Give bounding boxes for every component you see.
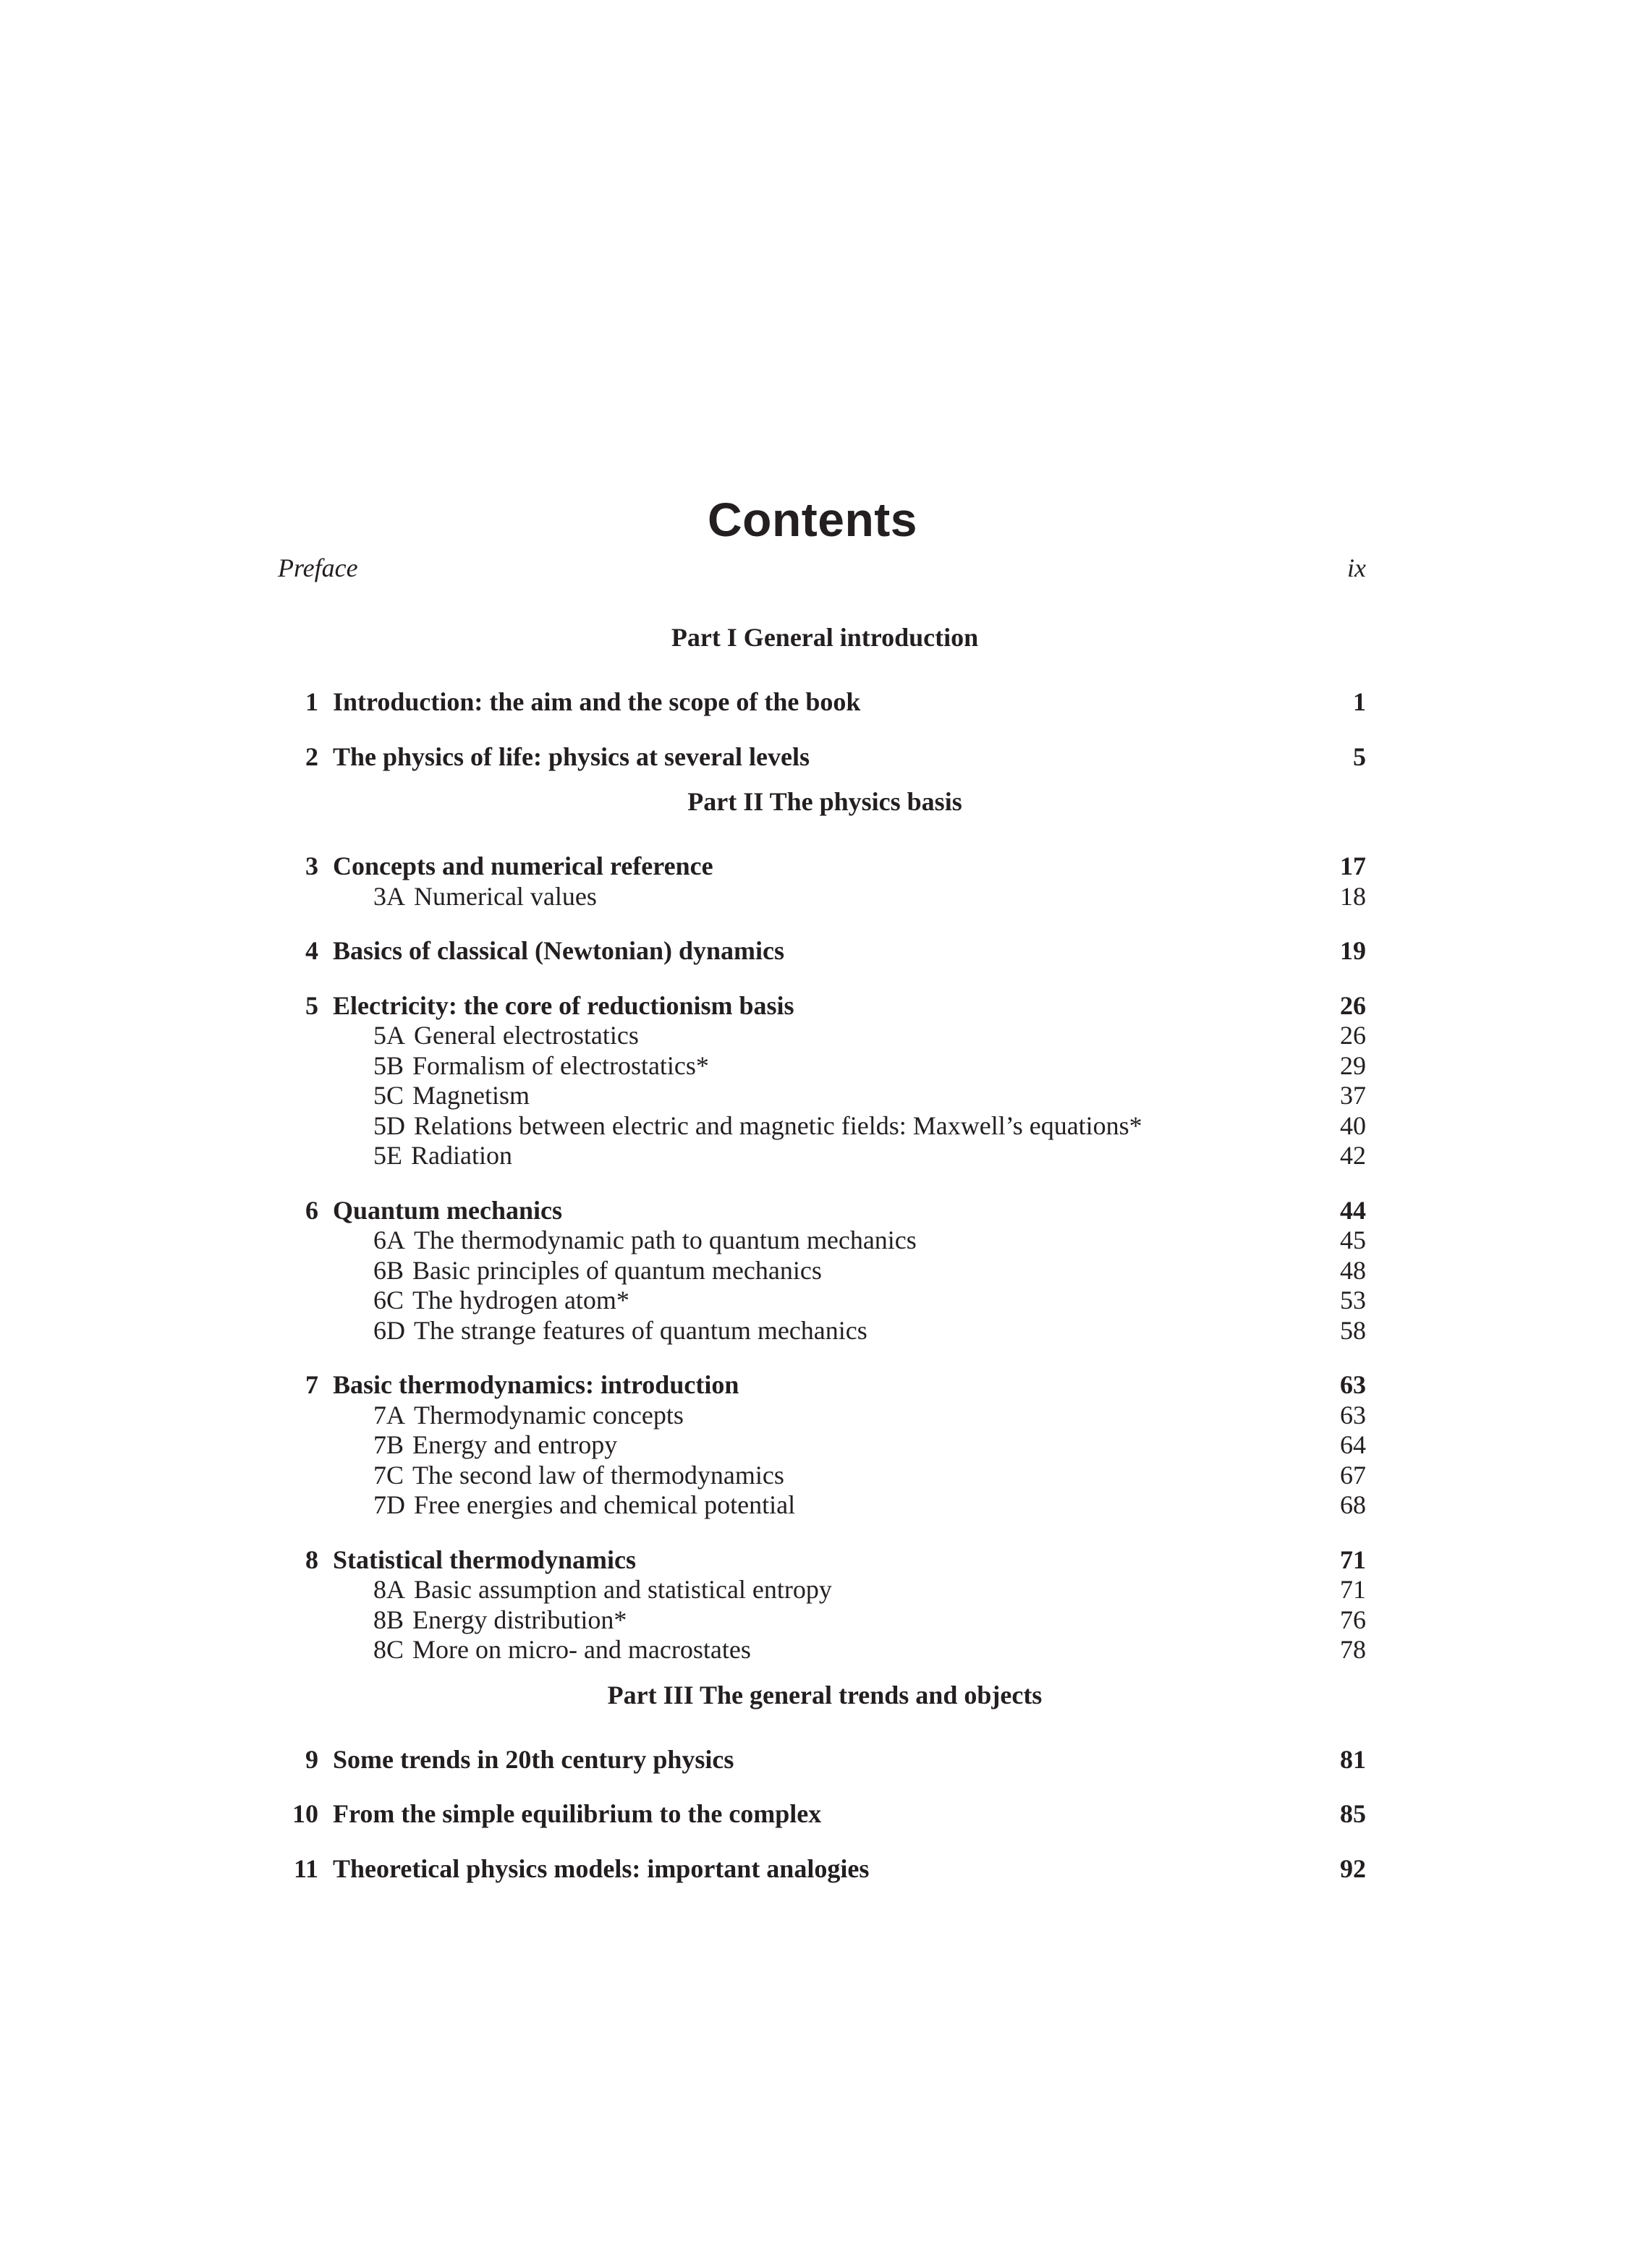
chapter-entry[interactable] [278,1545,1366,1576]
chapter-page-number: 1 [1353,687,1366,716]
chapter-page-number: 26 [1340,990,1366,1020]
chapter-number: 6 [305,1195,318,1225]
section-page-number: 42 [1340,1141,1366,1170]
chapter-page-number: 44 [1340,1195,1366,1225]
section-title: Free energies and chemical potential [414,1490,796,1519]
preface-page: ix [1347,553,1366,582]
chapter-number: 1 [305,687,318,716]
chapter-number: 3 [305,851,318,880]
section-entry[interactable] [278,1635,1366,1665]
section-title-group [318,1226,1323,1256]
toc-part [278,1678,1366,1885]
section-title: Energy and entropy [412,1430,618,1459]
chapter-entry[interactable] [278,742,1366,773]
section-title: More on micro- and macrostates [412,1635,751,1664]
chapter-entry[interactable] [278,687,1366,718]
section-title-group [318,1605,1323,1636]
chapter-entry[interactable] [278,936,1366,967]
section-entry[interactable] [278,1111,1366,1142]
chapter-title: Statistical thermodynamics [333,1545,636,1574]
section-title: Relations between electric and magnetic fields: Maxwell’s equations* [414,1110,1142,1140]
section-code: 8C [373,1635,404,1664]
chapter-number: 5 [305,990,318,1020]
page-title: Contents [708,493,917,547]
section-entry[interactable] [278,1081,1366,1111]
chapter-page-number: 85 [1340,1799,1366,1828]
chapter-entry[interactable] [278,1745,1366,1775]
chapter-page-number: 92 [1340,1853,1366,1883]
section-page-number: 64 [1340,1430,1366,1459]
section-page-number: 48 [1340,1255,1366,1285]
section-code: 5C [373,1081,404,1110]
chapter-page-number: 63 [1340,1370,1366,1399]
chapter-page-number: 5 [1353,742,1366,771]
section-title: The second law of thermodynamics [412,1460,784,1490]
section-title-group [318,1256,1323,1286]
section-code: 3A [373,881,405,911]
section-title-group [318,1141,1323,1171]
section-code: 5D [373,1110,405,1140]
toc-parts [278,621,1366,1884]
section-code: 6C [373,1286,404,1314]
chapter-title: Some trends in 20th century physics [333,1744,734,1774]
toc-chapter [278,1196,1366,1346]
section-entry[interactable] [278,1490,1366,1521]
section-code: 7A [373,1400,405,1430]
section-title: The thermodynamic path to quantum mechanics [414,1226,917,1254]
toc-chapter [278,687,1366,718]
section-title: Numerical values [414,881,597,911]
section-code: 6B [373,1255,404,1285]
chapter-title: The physics of life: physics at several levels [333,742,810,771]
chapter-number: 7 [305,1370,318,1399]
section-page-number: 37 [1340,1081,1366,1110]
section-entry[interactable] [278,1575,1366,1605]
section-title-group [318,1286,1323,1316]
section-code: 6D [373,1315,405,1345]
section-title-group [318,1316,1323,1346]
section-title: Formalism of electrostatics* [412,1050,709,1080]
chapter-number: 2 [305,742,318,771]
chapter-number: 9 [305,1744,318,1774]
toc-chapter [278,1745,1366,1775]
section-page-number: 29 [1340,1050,1366,1080]
chapter-entry[interactable] [278,1799,1366,1830]
section-title-group [318,1575,1323,1605]
section-code: 5A [373,1021,405,1050]
chapter-title: Basics of classical (Newtonian) dynamics [333,936,784,965]
section-code: 7B [373,1430,404,1459]
section-title-group [318,1430,1323,1461]
section-page-number: 63 [1340,1400,1366,1430]
toc-chapter [278,991,1366,1171]
chapter-number: 4 [305,936,318,965]
section-code: 7C [373,1460,404,1490]
section-page-number: 18 [1340,881,1366,911]
section-entry[interactable] [278,1226,1366,1256]
section-title: The strange features of quantum mechanics [414,1315,867,1345]
part-heading: Part III The general trends and objects [607,1680,1043,1710]
chapter-title: From the simple equilibrium to the complex [333,1799,822,1828]
section-code: 8B [373,1605,404,1634]
section-title-group [318,1051,1323,1082]
section-title-group [318,882,1323,912]
section-page-number: 40 [1340,1110,1366,1140]
section-code: 6A [373,1226,405,1254]
chapter-title: Introduction: the aim and the scope of the book [333,687,861,716]
chapter-title: Quantum mechanics [333,1195,563,1225]
section-entry[interactable] [278,1141,1366,1171]
section-page-number: 78 [1340,1635,1366,1664]
chapter-entry[interactable] [278,991,1366,1022]
section-entry[interactable] [278,1051,1366,1082]
toc-chapter [278,1370,1366,1521]
section-entry[interactable] [278,1316,1366,1346]
preface-label: Preface [278,553,358,582]
section-page-number: 45 [1340,1226,1366,1254]
chapter-list [278,851,1366,1665]
section-page-number: 76 [1340,1605,1366,1634]
section-entry[interactable] [278,1430,1366,1461]
chapter-list [278,1745,1366,1885]
section-page-number: 58 [1340,1315,1366,1345]
toc-chapter [278,851,1366,912]
section-title: Thermodynamic concepts [414,1400,684,1430]
section-code: 5B [373,1050,404,1080]
toc-chapter [278,1854,1366,1885]
section-entry[interactable] [278,882,1366,912]
chapter-title: Basic thermodynamics: introduction [333,1370,739,1399]
part-heading: Part II The physics basis [687,787,962,816]
section-title: Radiation [411,1141,512,1170]
section-entry[interactable] [278,1401,1366,1431]
toc-chapter [278,936,1366,967]
section-title-group [318,1081,1323,1111]
section-page-number: 26 [1340,1021,1366,1050]
chapter-entry[interactable] [278,1854,1366,1885]
chapter-page-number: 71 [1340,1545,1366,1574]
section-page-number: 53 [1340,1286,1366,1314]
toc-chapter [278,1799,1366,1830]
part-heading: Part I General introduction [671,623,979,652]
chapter-title: Electricity: the core of reductionism basis [333,990,794,1020]
chapter-number: 8 [305,1545,318,1574]
section-title-group [318,1021,1323,1051]
table-of-contents [278,551,1366,1884]
chapter-title: Theoretical physics models: important analogies [333,1853,870,1883]
section-code: 5E [373,1141,402,1170]
section-code: 7D [373,1490,405,1519]
section-title-group [318,1635,1323,1665]
section-page-number: 71 [1340,1575,1366,1604]
chapter-entry[interactable] [278,1370,1366,1401]
section-page-number: 67 [1340,1460,1366,1490]
chapter-title: Concepts and numerical reference [333,851,713,880]
section-code: 8A [373,1575,405,1604]
chapter-page-number: 81 [1340,1744,1366,1774]
chapter-number: 10 [292,1799,318,1828]
section-title: General electrostatics [414,1021,639,1050]
section-entry[interactable] [278,1605,1366,1636]
section-title: Basic principles of quantum mechanics [412,1255,822,1285]
section-title-group [318,1111,1323,1142]
section-title: Basic assumption and statistical entropy [414,1575,832,1604]
chapter-page-number: 19 [1340,936,1366,965]
section-title: Energy distribution* [412,1605,627,1634]
section-entry[interactable] [278,1256,1366,1286]
toc-part [278,785,1366,1665]
chapter-list [278,687,1366,772]
toc-chapter [278,1545,1366,1665]
section-entry[interactable] [278,1021,1366,1051]
section-title-group [318,1490,1323,1521]
section-title: The hydrogen atom* [412,1286,629,1314]
chapter-entry[interactable] [278,851,1366,882]
chapter-number: 11 [293,1853,318,1883]
section-entry[interactable] [278,1461,1366,1491]
section-title: Magnetism [412,1081,530,1110]
section-page-number: 68 [1340,1490,1366,1519]
toc-part [278,621,1366,772]
chapter-page-number: 17 [1340,851,1366,880]
section-title-group [318,1461,1323,1491]
chapter-entry[interactable] [278,1196,1366,1226]
toc-chapter [278,742,1366,773]
section-entry[interactable] [278,1286,1366,1316]
section-title-group [318,1401,1323,1431]
toc-entry-preface[interactable] [278,551,1366,585]
